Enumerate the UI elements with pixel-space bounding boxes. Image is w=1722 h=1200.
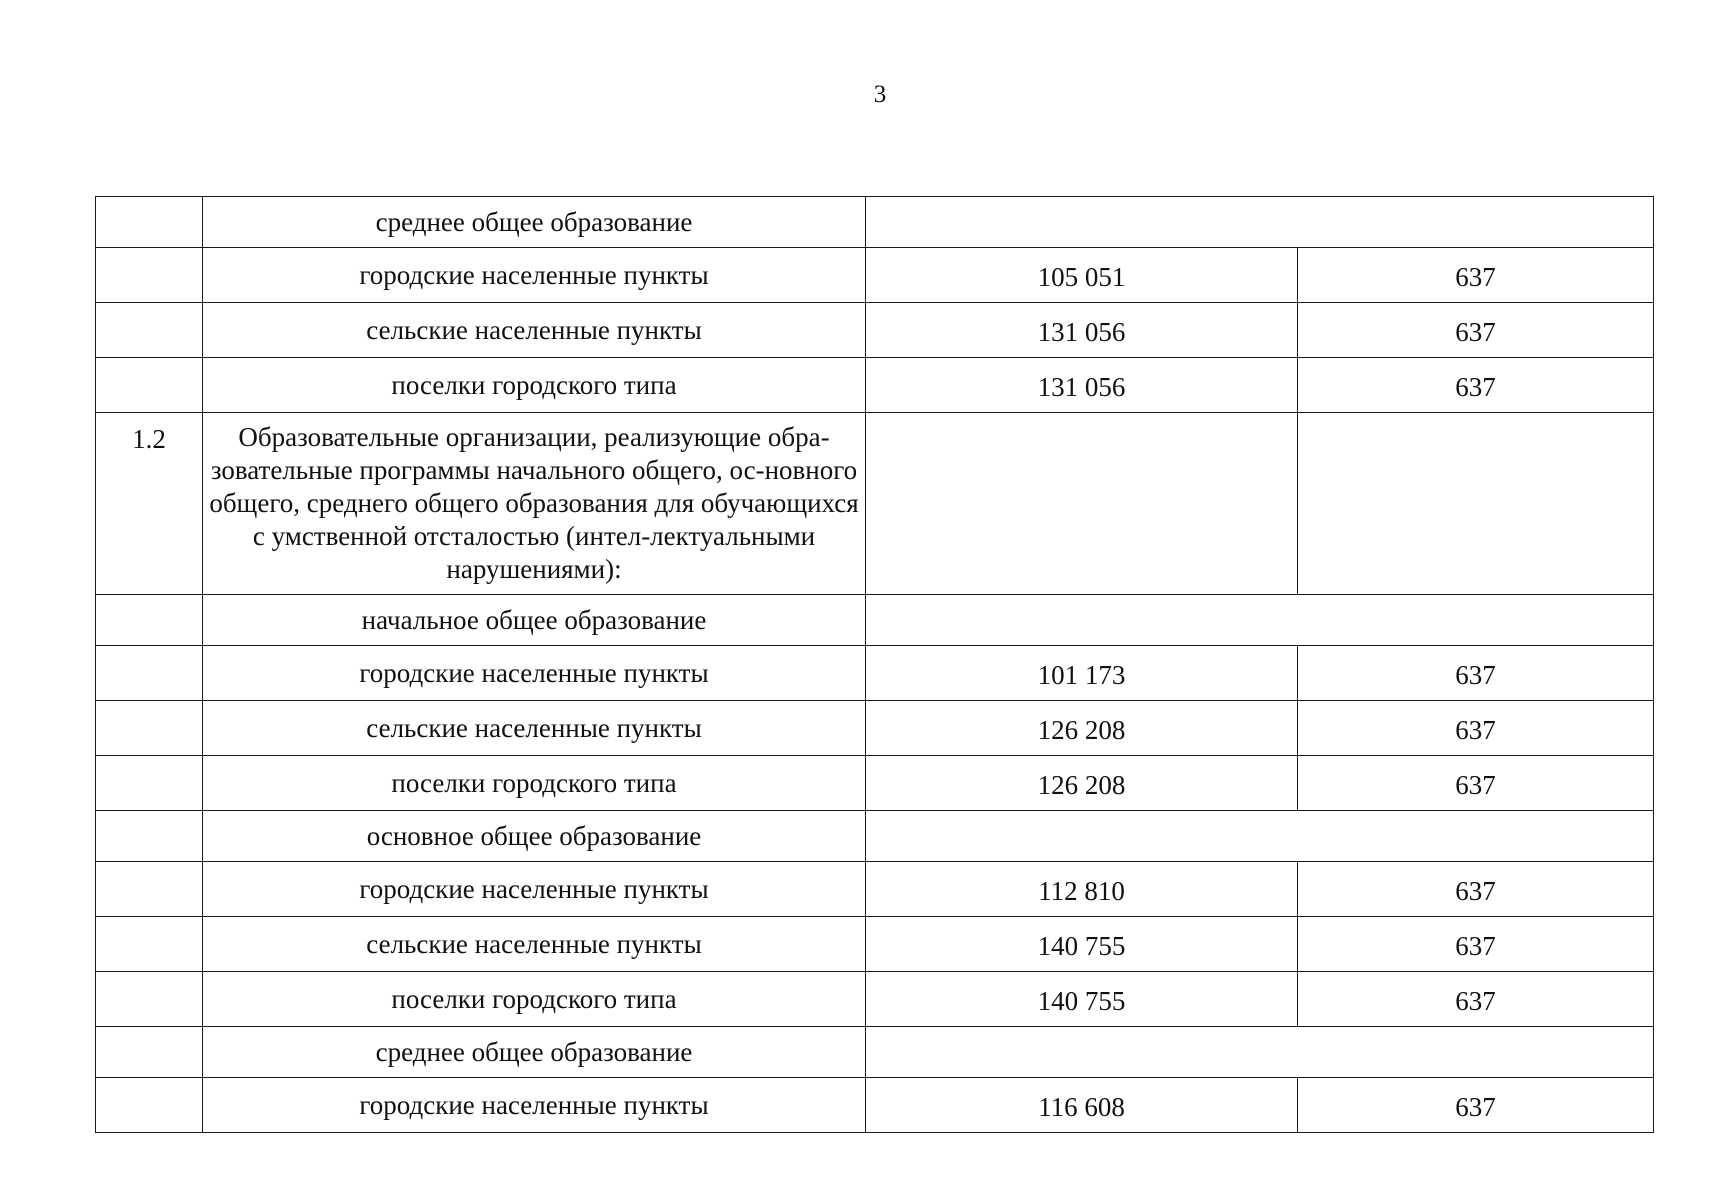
row-number [96,917,203,972]
coefficient-value: 637 [1298,646,1654,701]
cost-value: 112 810 [866,862,1298,917]
table-row [96,1078,1654,1133]
table-row [96,811,1654,862]
cost-value: 131 056 [866,303,1298,358]
row-name: среднее общее образование [203,197,866,248]
row-number [96,358,203,413]
coefficient-value: 637 [1298,248,1654,303]
row-name: среднее общее образование [203,1027,866,1078]
empty-value-cell [866,811,1654,862]
row-number [96,862,203,917]
row-number [96,595,203,646]
coefficient-value: 637 [1298,701,1654,756]
table-row [96,756,1654,811]
row-number [96,972,203,1027]
coefficient-value: 637 [1298,917,1654,972]
cost-value: 140 755 [866,972,1298,1027]
row-name: сельские населенные пункты [203,701,866,756]
row-number [96,197,203,248]
row-name: городские населенные пункты [203,862,866,917]
coefficient-value: 637 [1298,972,1654,1027]
row-number [96,248,203,303]
row-name: городские населенные пункты [203,646,866,701]
row-name: сельские населенные пункты [203,303,866,358]
row-number [96,756,203,811]
table-row [96,197,1654,248]
coefficient-value: 637 [1298,303,1654,358]
row-name: поселки городского типа [203,972,866,1027]
empty-value-cell [866,413,1298,595]
empty-value-cell [1298,413,1654,595]
table-row [96,972,1654,1027]
table-row [96,303,1654,358]
empty-value-cell [866,197,1654,248]
row-name: поселки городского типа [203,358,866,413]
row-number [96,303,203,358]
cost-value: 126 208 [866,701,1298,756]
table-row [96,358,1654,413]
cost-value: 131 056 [866,358,1298,413]
coefficient-value: 637 [1298,1078,1654,1133]
row-name: поселки городского типа [203,756,866,811]
row-number [96,1078,203,1133]
cost-value: 105 051 [866,248,1298,303]
row-name: городские населенные пункты [203,248,866,303]
cost-value: 116 608 [866,1078,1298,1133]
empty-value-cell [866,595,1654,646]
cost-value: 101 173 [866,646,1298,701]
table-row [96,862,1654,917]
organization-description: Образовательные организации, реализующие обра-зовательные программы начального общего, ос-новного общего, среднего общего образования для обучающихся с умственной отсталостью (интел-лектуальными нарушениями): [203,413,866,595]
cost-value: 140 755 [866,917,1298,972]
coefficient-value: 637 [1298,862,1654,917]
row-number: 1.2 [96,413,203,595]
empty-value-cell [866,1027,1654,1078]
row-number [96,701,203,756]
row-number [96,646,203,701]
row-name: сельские населенные пункты [203,917,866,972]
row-name: основное общее образование [203,811,866,862]
standards-table [95,196,1654,1133]
cost-value: 126 208 [866,756,1298,811]
row-number [96,1027,203,1078]
coefficient-value: 637 [1298,358,1654,413]
row-name: начальное общее образование [203,595,866,646]
row-number [96,811,203,862]
table-row [96,646,1654,701]
page-number: 3 [873,81,887,108]
row-name: городские населенные пункты [203,1078,866,1133]
table-row [96,917,1654,972]
table-row [96,413,1654,595]
table-row [96,248,1654,303]
table-row [96,595,1654,646]
table-row [96,1027,1654,1078]
coefficient-value: 637 [1298,756,1654,811]
table-row [96,701,1654,756]
